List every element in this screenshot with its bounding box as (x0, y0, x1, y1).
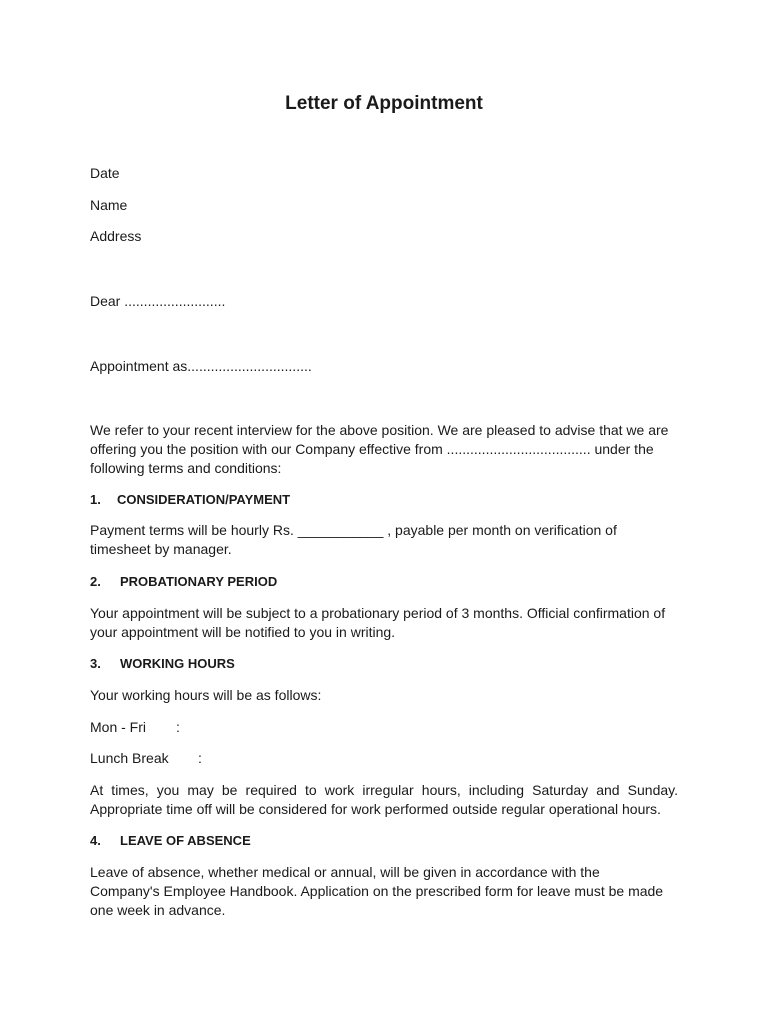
schedule-row (90, 749, 690, 768)
section-heading (90, 573, 277, 591)
schedule-separator: : (176, 719, 180, 735)
section-body: Your working hours will be as follows: (90, 687, 322, 703)
intro-paragraph: We refer to your recent interview for the above position. We are pleased to advise that we are offering you the position with our Company effective from ..................................... under the following terms and conditions: (90, 422, 669, 476)
document-title: Letter of Appointment (285, 93, 483, 114)
schedule-separator: : (198, 750, 202, 766)
schedule-label: Lunch Break (90, 750, 169, 766)
section-number: 2. (90, 574, 101, 589)
appointment-line: Appointment as................................ (90, 358, 312, 374)
schedule-row (90, 718, 690, 737)
section-body: Leave of absence, whether medical or annual, will be given in accordance with the Company's Employee Handbook. Application on the prescribed form for leave must be made one week in advance. (90, 864, 664, 918)
section-number: 4. (90, 833, 101, 848)
schedule-label: Mon - Fri (90, 719, 146, 735)
section-title: CONSIDERATION/PAYMENT (117, 492, 291, 507)
section-body: Your appointment will be subject to a probationary period of 3 months. Official confirmation of your appointment will be notified to you in writing. (90, 605, 666, 640)
section-number: 1. (90, 492, 101, 507)
section-number: 3. (90, 656, 101, 671)
address-label: Address (90, 228, 142, 244)
section-heading (90, 491, 290, 509)
section-body: Payment terms will be hourly Rs. ___________ , payable per month on verification of timesheet by manager. (90, 522, 617, 557)
section-heading (90, 832, 251, 850)
name-label: Name (90, 197, 128, 213)
section-title: LEAVE OF ABSENCE (120, 833, 251, 848)
section-heading (90, 655, 235, 673)
section-title: WORKING HOURS (120, 656, 235, 671)
date-label: Date (90, 165, 120, 181)
salutation: Dear .......................... (90, 293, 226, 309)
section-extra: At times, you may be required to work irregular hours, including Saturday and Sunday. Appropriate time off will be considered for work performed outside regular operational hours. (90, 782, 678, 817)
section-title: PROBATIONARY PERIOD (120, 574, 278, 589)
